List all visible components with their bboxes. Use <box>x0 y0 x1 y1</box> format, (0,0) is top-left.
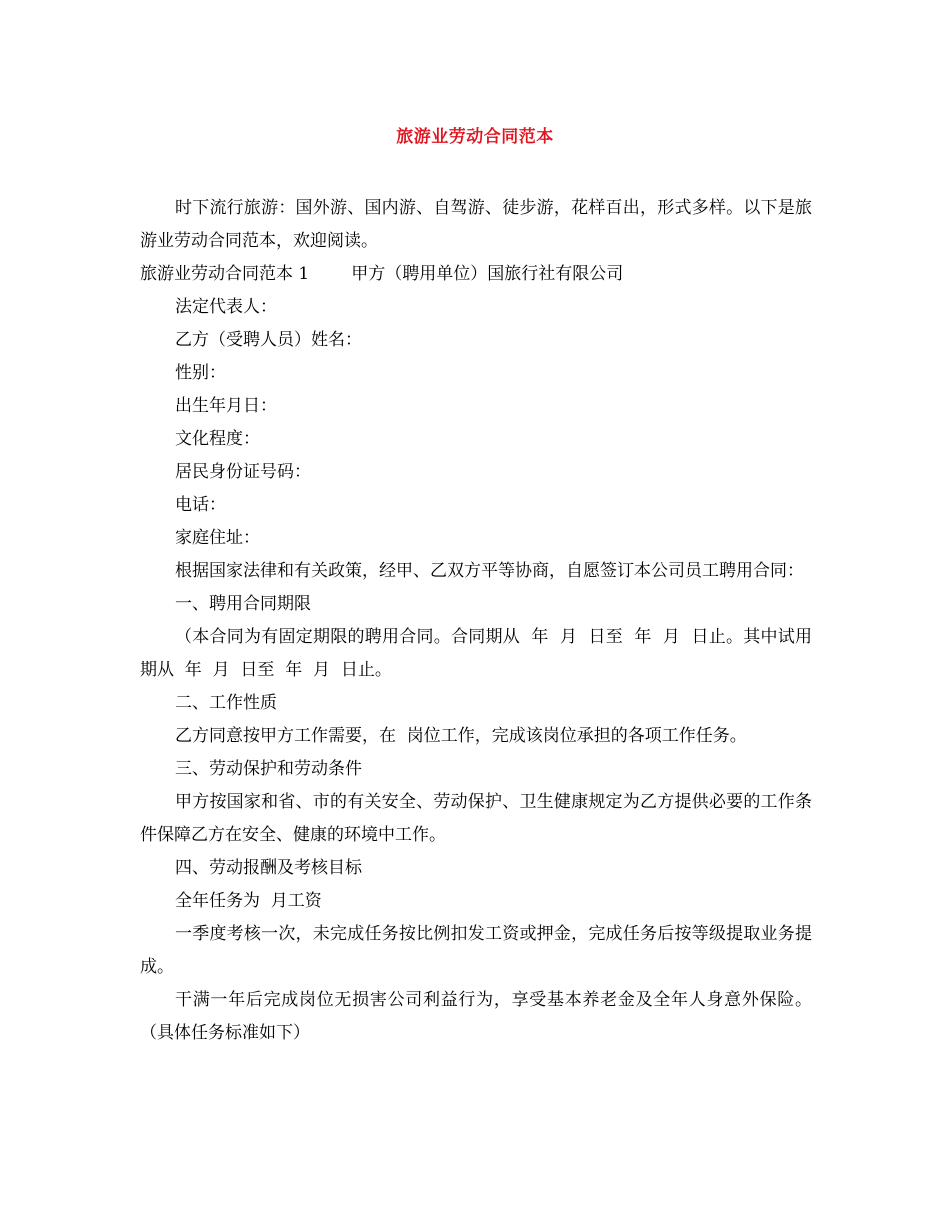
paragraph-work-nature: 乙方同意按甲方工作需要，在 岗位工作，完成该岗位承担的各项工作任务。 <box>175 726 747 746</box>
paragraph-annual-task: 全年任务为 月工资 <box>175 891 322 911</box>
paragraph-basis: 根据国家法律和有关政策，经甲、乙双方平等协商，自愿签订本公司员工聘用合同： <box>175 561 804 581</box>
paragraph-gender: 性别： <box>175 363 226 383</box>
section-heading-labor-protection: 三、劳动保护和劳动条件 <box>175 759 362 779</box>
paragraph-party-b-name: 乙方（受聘人员）姓名： <box>175 330 362 350</box>
paragraph-address: 家庭住址： <box>175 528 260 548</box>
paragraph-labor-protection: 甲方按国家和省、市的有关安全、劳动保护、卫生健康规定为乙方提供必要的工作条件保障乙方在安全、健康的环境中工作。 <box>140 792 812 845</box>
contract-number-label: 旅游业劳动合同范本 1 <box>140 264 310 284</box>
section-heading-term: 一、聘用合同期限 <box>175 594 311 614</box>
paragraph-contract-heading <box>140 258 812 291</box>
paragraph-education: 文化程度： <box>175 429 260 449</box>
paragraph-phone: 电话： <box>175 495 226 515</box>
section-heading-remuneration: 四、劳动报酬及考核目标 <box>175 858 362 878</box>
paragraph-birthdate: 出生年月日： <box>175 396 277 416</box>
paragraph-legal-rep: 法定代表人： <box>175 297 277 317</box>
paragraph-quarterly-review: 一季度考核一次，未完成任务按比例扣发工资或押金，完成任务后按等级提取业务提成。 <box>140 924 812 977</box>
paragraph-term: （本合同为有固定期限的聘用合同。合同期从 年 月 日至 年 月 日止。其中试用期从 年 月 日至 年 月 日止。 <box>140 627 812 680</box>
document-title: 旅游业劳动合同范本 <box>396 127 554 147</box>
paragraph-intro: 时下流行旅游：国外游、国内游、自驾游、徒步游，花样百出，形式多样。以下是旅游业劳动合同范本，欢迎阅读。 <box>140 198 812 251</box>
document-body <box>140 192 812 1050</box>
party-a-line: 甲方（聘用单位）国旅行社有限公司 <box>351 264 624 284</box>
section-heading-work-nature: 二、工作性质 <box>175 693 277 713</box>
paragraph-id-number: 居民身份证号码： <box>175 462 311 482</box>
paragraph-benefits: 干满一年后完成岗位无损害公司利益行为，享受基本养老金及全年人身意外保险。（具体任务标准如下） <box>140 990 812 1043</box>
